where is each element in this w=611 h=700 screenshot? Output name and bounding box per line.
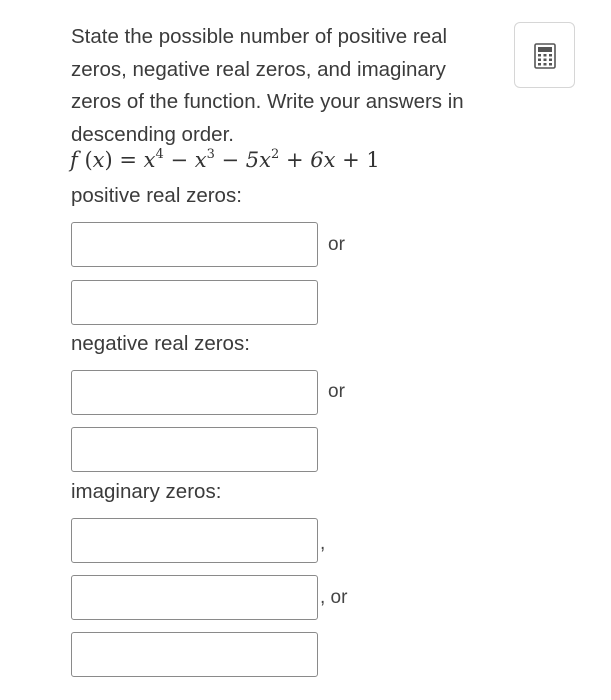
positive-or-separator: or — [328, 234, 345, 255]
imaginary-zeros-label: imaginary zeros: — [71, 480, 222, 503]
positive-zeros-input-2[interactable] — [71, 280, 318, 325]
term-2-exponent: 3 — [206, 147, 215, 162]
positive-zeros-label: positive real zeros: — [71, 184, 242, 207]
negative-zeros-label: negative real zeros: — [71, 332, 250, 355]
term-1-base: x — [143, 148, 156, 172]
negative-zeros-input-2[interactable] — [71, 427, 318, 472]
negative-zeros-input-1[interactable] — [71, 370, 318, 415]
imaginary-zeros-input-3[interactable] — [71, 632, 318, 677]
constant-term: 1 — [366, 148, 380, 172]
term-4: 6x — [310, 148, 336, 172]
term-3-base: 5x — [245, 148, 272, 172]
negative-or-separator: or — [328, 381, 345, 402]
calculator-icon — [534, 43, 556, 69]
function-name: f — [70, 148, 78, 172]
question-text: State the possible number of positive real zeros, negative real zeros, and imaginary zeros of the function. Write your answers in descending order. — [71, 25, 464, 146]
imaginary-zeros-input-1[interactable] — [71, 518, 318, 563]
term-3-exponent: 2 — [271, 147, 280, 162]
function-equation: f $(x) = x^4 - x^3 - 5x^2 + 6x + 1$ — [70, 147, 380, 172]
positive-zeros-input-1[interactable] — [71, 222, 318, 267]
function-arg: x — [92, 148, 105, 172]
term-2-base: x — [194, 148, 207, 172]
imaginary-or-separator: , or — [320, 587, 348, 608]
imaginary-comma-separator: , — [320, 533, 326, 554]
term-1-exponent: 4 — [155, 147, 164, 162]
calculator-button[interactable] — [514, 22, 575, 88]
imaginary-zeros-input-2[interactable] — [71, 575, 318, 620]
